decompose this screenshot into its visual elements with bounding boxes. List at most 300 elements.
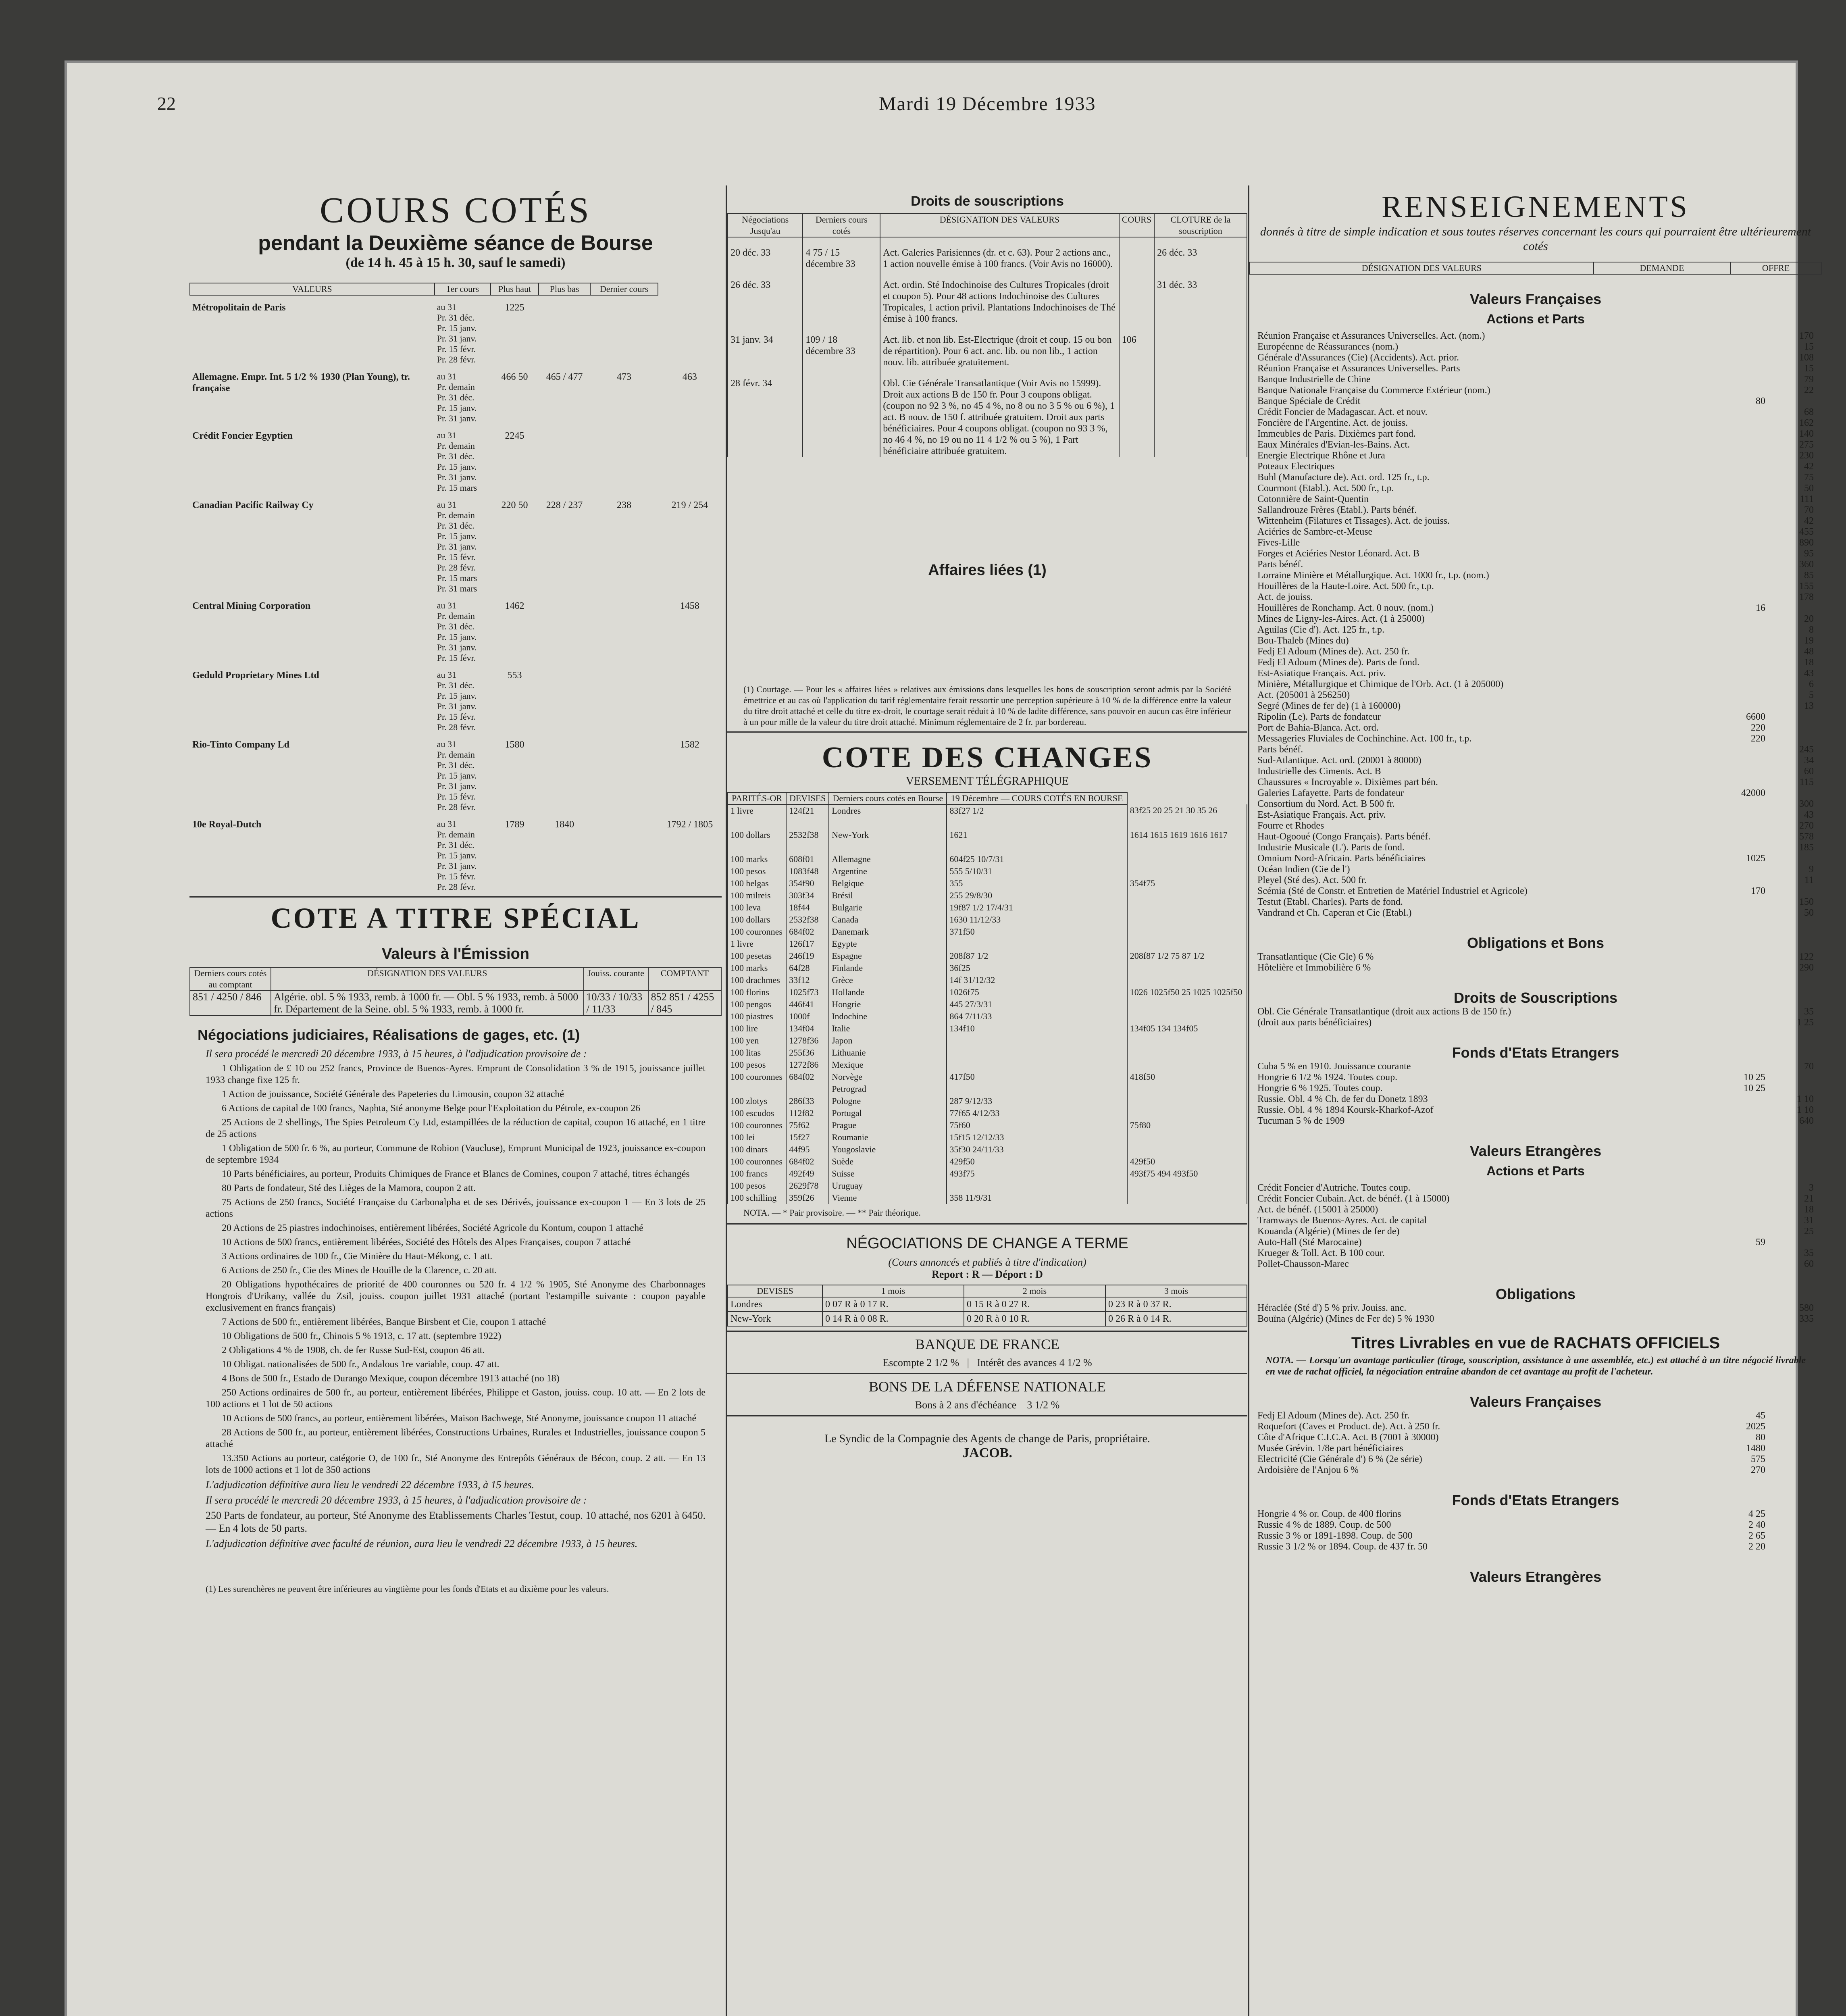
offre-value: 170 [1799, 331, 1814, 341]
changes-cell: Mexique [829, 1059, 947, 1071]
changes-cell: 555 5/10/31 [947, 865, 1127, 877]
demande-value [1717, 331, 1765, 342]
offre-value: 9 [1809, 864, 1814, 875]
cours-col-header: Plus bas [539, 283, 590, 295]
cours-terms [435, 733, 491, 812]
demande-value [1717, 570, 1765, 581]
changes-cell: Prague [829, 1119, 947, 1131]
cours-terms [435, 365, 491, 424]
changes-cell: 134f10 [947, 1023, 1127, 1035]
demande-value [1717, 1094, 1765, 1105]
demande-value [1717, 592, 1765, 603]
cours-last: 463 [682, 372, 697, 382]
cours-first: 1462 [505, 601, 524, 611]
offre-value: 43 [1804, 668, 1814, 679]
droits-cell [1119, 368, 1154, 457]
changes-cell: 354f75 [1127, 877, 1247, 889]
column-changes: Droits de souscriptions Négociations Jusqu'au Derniers cours cotés DÉSIGNATION DES VALEURS COURS CLOTURE de la souscription 20 déc. 33 4 75 / 15 décembre 33 Act. Galeries Parisiennes (dr. et c. 63). Pour 2 actions anc., 1 action nouvelle émise à 100 francs. (Voir Avis no 16000). 26 déc. 33 26 déc. 33 Act. ordin. Sté Indochinoise des Cultures Tropicales (droit et coupon 5). Pour 48 actions Indochinoise des Cultures Tropicales, 1 action privil. Plantations Indochinoises de Thé émise à 100 francs. 31 déc. 33 31 janv. 34 109 / 18 décembre 33 Act. lib. et non lib. Est-Electrique (droit et coup. 15 ou bon de répartition). Pour 6 act. anc. lib. ou non lib., 1 action nouv. lib. attribuée gratuitement. 106 28 févr. 34 Obl. Cie Générale Transatlantique (Voir Avis no 15999). Droit aux actions B de 150 fr. Pour 3 coupons obligat. (coupon no 92 3 %, no 45 4 %, no 8 ou no 3 5 % ou 6 %), 1 act. B nouv. de 150 f. attribuée gratuitem. Droit aux parts bénéficiaires. Pour 4 coupons obligat. (coupon no 93 3 %, no 46 4 %, no 19 ou no 11 4 1/2 % ou 5 %), 1 Part bénéficiaire attribuée gratuitem. Affaires liées (1) (1) Courtage. — Pour les « affaires liées » relatives aux émissions dans lesquelles les bons de souscription seront admis par la Société émettrice et au cas où l'application du tarif réglementaire ferait ressortir une perception supérieure à 10 % de la différence entre la valeur du titre droit attaché et celle du titre ex-droit, le courtage serait réduit à 10 % de ladite différence, sans pouvoir en aucun cas être inférieur à un pour mille de la valeur du titre droit attaché. Minimum réglementaire de 2 fr. par bordereau. COTE DES CHANGES VERSEMENT TÉLÉGRAPHIQUE PARITÉS-OR DEVISES Derniers cours cotés en Bourse 19 Décembre — COURS COTÉS EN BOURSE 1 livre 124f21 Londres 83f27 1/2 83f25 20 25 21 30 35 26 100 dollars 2532f38 New-York 1621 1614 1615 1619 1616 1617 100 marks 608f01 Allemagne 604f25 10/7/31 100 pesos 1083f48 Argentine 555 5/10/31 100 belgas 354f90 Belgique 355 354f75 100 milreis 303f34 Brésil 255 29/8/30 100 leva 18f44 Bulgarie 19f87 1/2 17/4/31 100 dollars 2532f38 Canada 1630 11/12/33 100 couronnes 684f02 Danemark 371f50 1 livre 126f17 Egypte 100 pesetas 246f19 Espagne 208f87 1/2 208f87 1/2 75 87 1/2 100 marks 64f28 Finlande 36f25 100 drachmes 33f12 Grèce 14f 31/12/32 100 florins 1025f73 Hollande 1026f75 1026 1025f50 25 1025 1025f50 100 pengos 446f41 Hongrie 445 27/3/31 100 piastres 1000f Indochine 864 7/11/33 100 lire 134f04 Italie 134f10 134f05 134 134f05 100 yen 1278f36 Japon 100 litas 255f36 Lithuanie 100 pesos 1272f86 Mexique 100 couronnes 684f02 Norvège 417f50 418f50 Petrograd 100 zlotys 286f33 Pologne 287 9/12/33 100 escudos 112f82 Portugal 77f65 4/12/33 100 couronnes 75f62 Prague 75f60 75f80 100 lei 15f27 Roumanie 15f15 12/12/33 100 dinars 44f95 Yougoslavie 35f30 24/11/33 100 couronnes 684f02 Suède 429f50 429f50 100 francs 492f49 Suisse 493f75 493f75 494 493f50 100 pesos 2629f78 Uruguay 100 schilling 359f26 Vienne 358 11/9/31 NOTA. — * Pair provisoire. — ** Pair théorique. NÉGOCIATIONS DE CHANGE A TERME (Cours annoncés et publiés à titre d'indication) Report : R — Déport : D DEVISES 1 mois 2 mois 3 mois Londres 0 07 R à 0 17 R. 0 15 R à 0 27 R. 0 23 R à 0 37 R. New-York 0 14 R à 0 08 R. 0 20 R à 0 10 R. 0 26 R à 0 14 R. BANQUE DE FRANCE Escompte 2 1/2 % | Intérêt des avances 4 1/2 % BONS DE LA DÉFENSE NATIONALE Bons à 2 ans d'échéance 3 1/2 % Le Syndic de la Compagnie des Agents de change de Paris, propriétaire. JACOB. [726, 185, 1247, 2016]
offre-value: 50 [1804, 908, 1814, 918]
offre-value: 140 [1799, 429, 1814, 439]
demande-value [1717, 821, 1765, 831]
changes-title: COTE DES CHANGES [822, 741, 1153, 774]
offre-value: 48 [1804, 646, 1814, 657]
offre-value [1765, 1531, 1814, 1541]
changes-cell: Roumanie [829, 1131, 947, 1143]
cours-term: Pr. 15 janv. [437, 323, 477, 333]
list-item: Foncière de l'Argentine. Act. de jouiss. [1257, 418, 1408, 428]
section-heading: Valeurs Etrangères [1469, 1568, 1602, 1585]
offre-value: 1 10 [1797, 1094, 1814, 1104]
cours-high [539, 594, 590, 663]
changes-cell: 446f41 [786, 998, 829, 1010]
list-item: Aguilas (Cie d'). Act. 125 fr., t.p. [1257, 625, 1384, 635]
table-row [728, 1059, 1247, 1071]
changes-table [727, 792, 1247, 1204]
changes-cell: 126f17 [786, 938, 829, 950]
list-item: Energie Electrique Rhône et Jura [1257, 450, 1385, 461]
negociations-title: Négociations judiciaires, Réalisations de gages, etc. (1) [198, 1027, 580, 1043]
list-item: Parts bénéf. [1257, 744, 1303, 755]
changes-cell: 100 couronnes [728, 1071, 786, 1083]
demande-value: 10 25 [1744, 1083, 1765, 1093]
demande-value: 16 [1756, 603, 1765, 613]
banque-interet: Intérêt des avances 4 1/2 % [977, 1357, 1092, 1368]
demande-value [1717, 625, 1765, 635]
changes-cell [1127, 1035, 1247, 1047]
offre-value: 21 [1804, 1193, 1814, 1204]
list-item: Cotonnière de Saint-Quentin [1257, 494, 1369, 504]
offre-value [1765, 1443, 1814, 1454]
list-item: Testut (Etabl. Charles). Parts de fond. [1257, 897, 1403, 907]
changes-cell: 354f90 [786, 877, 829, 889]
list-item: Mines de Ligny-les-Aires. Act. (1 à 25000) [1257, 614, 1425, 624]
droits-table [727, 213, 1247, 457]
changes-cell [947, 1059, 1127, 1071]
table-row [728, 986, 1247, 998]
changes-cell [1127, 962, 1247, 974]
negociations-list [189, 1063, 722, 1476]
demande-value: 270 [1751, 1465, 1765, 1475]
offre-value: 275 [1799, 439, 1814, 450]
offre-value: 8 [1809, 625, 1814, 635]
list-item: Banque Industrielle de Chine [1257, 374, 1371, 385]
changes-col-header: Derniers cours cotés en Bourse [829, 792, 947, 804]
offre-value: 15 [1804, 363, 1814, 374]
list-item: Ardoisière de l'Anjou 6 % [1257, 1465, 1359, 1475]
changes-cell: 100 litas [728, 1047, 786, 1059]
list-item: Réunion Française et Assurances Universelles. Parts [1257, 363, 1460, 374]
table-row [190, 812, 722, 892]
list-item: Kouanda (Algérie) (Mines de fer de) [1257, 1226, 1400, 1237]
changes-cell [786, 1083, 829, 1095]
cours-term: Pr. 31 janv. [437, 701, 477, 711]
cours-term: Pr. 31 déc. [437, 680, 475, 690]
droits-col-header: DÉSIGNATION DES VALEURS [880, 214, 1119, 237]
changes-cell: 100 lire [728, 1023, 786, 1035]
list-item: Industrielle des Ciments. Act. B [1257, 766, 1381, 777]
changes-cell [728, 1083, 786, 1095]
renseignements-col-header: OFFRE [1730, 262, 1821, 274]
changes-cell: 100 piastres [728, 1010, 786, 1023]
demande-value [1717, 679, 1765, 690]
table-row [728, 237, 1247, 270]
table-row [190, 424, 722, 493]
offre-value: 70 [1804, 505, 1814, 515]
list-item: 7 Actions de 500 fr., entièrement libérées, Banque Birsbent et Cie, coupon 1 attaché [222, 1317, 546, 1327]
droits-cell: 26 déc. 33 [728, 270, 803, 325]
table-row [728, 1312, 1247, 1326]
rachats-nota: NOTA. — Lorsqu'un avantage particulier (tirage, souscription, assistance à une assemblée, etc.) est attaché à un titre négocié livrable en vue de rachat officiel, la négociation entraîne abandon de cet avantage au profit de l'acheteur. [1265, 1355, 1806, 1377]
offre-value: 578 [1799, 831, 1814, 842]
changes-cell: 15f15 12/12/33 [947, 1131, 1127, 1143]
droits-cell: 4 75 / 15 décembre 33 [803, 237, 880, 270]
cours-term: Pr. 28 févr. [437, 562, 476, 573]
cours-term: Pr. 31 janv. [437, 472, 477, 482]
changes-cell: Belgique [829, 877, 947, 889]
demande-value: 220 [1751, 723, 1765, 733]
changes-cell: 77f65 4/12/33 [947, 1107, 1127, 1119]
changes-cell: 1083f48 [786, 865, 829, 877]
changes-cell [1127, 1047, 1247, 1059]
offre-value: 20 [1804, 614, 1814, 624]
cote-special-cell: Algérie. obl. 5 % 1933, remb. à 1000 fr. — Obl. 5 % 1933, remb. à 5000 fr. Département de la Seine. obl. 5 % 1933, remb. à 1000 fr. [271, 991, 584, 1016]
list-item: Ripolin (Le). Parts de fondateur [1257, 712, 1381, 722]
demande-value: 2 65 [1748, 1531, 1765, 1541]
cours-term: au 31 [437, 819, 456, 829]
courtage-note: (1) Courtage. — Pour les « affaires liées » relatives aux émissions dans lesquelles les bons de souscription seront admis par la Société émettrice et au cas où l'application du tarif réglementaire ferait ressortir une perception supérieure à 10 % de la différence entre la valeur du titre droit attaché et celle du titre ex-droit, le courtage serait réduit à 10 % de ladite différence, sans pouvoir en aucun cas être inférieur à un pour mille de la valeur du titre droit attaché. Minimum réglementaire de 2 fr. par bordereau. [743, 684, 1231, 727]
changes-cell [1127, 1143, 1247, 1156]
droits-cell: Act. ordin. Sté Indochinoise des Cultures Tropicales (droit et coupon 5). Pour 48 actions Indochinoise des Cultures Tropicales, 1 action privil. Plantations Indochinoises de Thé émise à 100 francs. [880, 270, 1119, 325]
cours-term: au 31 [437, 739, 456, 749]
demande-value [1717, 407, 1765, 418]
list-item: Russie. Obl. 4 % Ch. de fer du Donetz 1893 [1257, 1094, 1428, 1104]
changes-cell: 1278f36 [786, 1035, 829, 1047]
negociations-intro: Il sera procédé le mercredi 20 décembre 1933, à 15 heures, à l'adjudication provisoire de : [206, 1048, 587, 1060]
changes-cell: 14f 31/12/32 [947, 974, 1127, 986]
cours-valeur: Métropolitain de Paris [192, 302, 286, 313]
table-row [728, 962, 1247, 974]
cote-special-title: COTE A TITRE SPÉCIAL [271, 902, 641, 934]
demande-value [1717, 537, 1765, 548]
table-row [728, 926, 1247, 938]
changes-cell: Italie [829, 1023, 947, 1035]
renseignements-head [1249, 262, 1822, 275]
list-item: 20 Actions de 25 piastres indochinoises, entièrement libérées, Société Agricole du Kontum, coupon 1 attaché [222, 1223, 643, 1233]
list-item: Forges et Aciéries Nestor Léonard. Act. B [1257, 548, 1420, 559]
demande-value [1717, 701, 1765, 712]
change-terme-cell: 0 14 R à 0 08 R. [822, 1312, 964, 1326]
cours-last: 1582 [680, 739, 699, 750]
table-row [728, 1035, 1247, 1047]
demande-value [1717, 527, 1765, 537]
syndic-line: Le Syndic de la Compagnie des Agents de change de Paris, propriétaire. [824, 1433, 1150, 1445]
offre-value: 108 [1799, 352, 1814, 363]
change-terme-title: NÉGOCIATIONS DE CHANGE A TERME [846, 1235, 1128, 1252]
changes-cell [947, 1083, 1127, 1095]
offre-value [1765, 1454, 1814, 1465]
droits-cell: 31 déc. 33 [1154, 270, 1247, 325]
demande-value [1717, 1183, 1765, 1193]
list-item: Minière, Métallurgique et Chimique de l'Orb. Act. (1 à 205000) [1257, 679, 1504, 689]
cote-special-cell: 851 / 4250 / 846 [190, 991, 271, 1016]
list-item: 20 Obligations hypothécaires de priorité de 400 couronnes ou 520 fr. 4 1/2 % 1905, Sté Anonyme des Charbonnages Hongrois d'Urikany, vallée du Zsil, jouiss. coupon juillet 1931 attaché (portant l'estampille suivante : coupon payable exclusivement en francs français) [206, 1279, 706, 1313]
cours-term: Pr. 28 févr. [437, 882, 476, 892]
demande-value: 170 [1751, 886, 1765, 896]
demande-value: 59 [1756, 1237, 1765, 1248]
changes-cell: Argentine [829, 865, 947, 877]
demande-value [1717, 864, 1765, 875]
demande-value: 42000 [1741, 788, 1765, 798]
cours-valeur: Rio-Tinto Company Ld [192, 739, 289, 750]
demande-value: 80 [1756, 1432, 1765, 1443]
droits-cell [803, 368, 880, 457]
offre-value [1765, 853, 1814, 864]
table-row [728, 1010, 1247, 1023]
droits-cell: 109 / 18 décembre 33 [803, 325, 880, 368]
cours-high: 228 / 237 [546, 500, 583, 510]
offre-value: 85 [1804, 570, 1814, 581]
changes-cell: 35f30 24/11/33 [947, 1143, 1127, 1156]
cours-first: 1580 [505, 739, 524, 750]
changes-cell: 100 dollars [728, 914, 786, 926]
section-list [1257, 1303, 1814, 1325]
column-renseignements [1248, 185, 1822, 2016]
table-row [728, 853, 1247, 865]
cours-term: Pr. 15 janv. [437, 403, 477, 413]
offre-value: 111 [1800, 494, 1814, 504]
changes-cell [1127, 998, 1247, 1010]
demande-value [1717, 516, 1765, 527]
demande-value [1717, 962, 1765, 973]
cote-special-sub: Valeurs à l'Émission [382, 946, 529, 962]
list-item: Haut-Ogooué (Congo Français). Parts bénéf. [1257, 831, 1431, 842]
list-item: Est-Asiatique Français. Act. priv. [1257, 668, 1386, 679]
cours-valeur: Crédit Foncier Egyptien [192, 431, 293, 441]
list-item: Hongrie 6 1/2 % 1924. Toutes coup. [1257, 1072, 1398, 1083]
cours-term: Pr. 28 févr. [437, 802, 476, 812]
list-item: Bouïna (Algérie) (Mines de Fer de) 5 % 1930 [1257, 1314, 1434, 1324]
cours-term: Pr. 15 janv. [437, 632, 477, 642]
changes-cell: 100 drachmes [728, 974, 786, 986]
table-row [190, 663, 722, 733]
changes-cell: 100 francs [728, 1168, 786, 1180]
demande-value [1717, 657, 1765, 668]
cours-term: Pr. 31 déc. [437, 451, 475, 461]
table-row [728, 1095, 1247, 1107]
table-row [728, 804, 1247, 829]
offre-value: 13 [1804, 701, 1814, 711]
list-item: Houillères de la Haute-Loire. Act. 500 fr., t.p. [1257, 581, 1434, 591]
demande-value [1717, 1061, 1765, 1072]
list-item: 75 Actions de 250 francs, Société Française du Carbonalpha et de ses Dérivés, jouissance ex-coupon 1 — En 3 lots de 25 actions [206, 1197, 706, 1219]
cours-term: Pr. 31 janv. [437, 413, 477, 423]
changes-cell: 100 zlotys [728, 1095, 786, 1107]
demande-value: 10 25 [1744, 1072, 1765, 1083]
changes-cell: 44f95 [786, 1143, 829, 1156]
list-item: 6 Actions de capital de 100 francs, Naphta, Sté anonyme Belge pour l'Exploitation du Pétrole, ex-coupon 26 [222, 1103, 641, 1114]
demande-value [1717, 418, 1765, 429]
cours-term: Pr. 31 déc. [437, 760, 475, 770]
offre-value: 22 [1804, 385, 1814, 396]
changes-cell: 684f02 [786, 1156, 829, 1168]
table-row [728, 902, 1247, 914]
cote-special-col-header: COMPTANT [648, 967, 721, 991]
cours-first: 553 [507, 670, 522, 681]
changes-cell: 1025f73 [786, 986, 829, 998]
list-item: Act. de bénéf. (15001 à 25000) [1257, 1204, 1378, 1215]
list-item: 80 Parts de fondateur, Sté des Lièges de la Mamora, coupon 2 att. [222, 1183, 476, 1193]
table-row [728, 1180, 1247, 1192]
change-terme-cell: New-York [728, 1312, 822, 1326]
droits-cell [1154, 325, 1247, 368]
table-row [190, 493, 722, 594]
offre-value: 68 [1804, 407, 1814, 417]
changes-cell: 100 pesos [728, 865, 786, 877]
changes-cell: Danemark [829, 926, 947, 938]
cours-last [658, 663, 722, 733]
demande-value [1717, 548, 1765, 559]
list-item: Industrie Musicale (L'). Parts de fond. [1257, 842, 1405, 853]
demande-value [1717, 755, 1765, 766]
section-heading: Obligations et Bons [1467, 935, 1604, 951]
demande-value [1717, 1193, 1765, 1204]
offre-value: 42 [1804, 461, 1814, 472]
cours-terms [435, 663, 491, 733]
demande-value [1717, 1006, 1765, 1017]
section-list [1257, 1006, 1814, 1028]
list-item: Côte d'Afrique C.I.C.A. Act. B (7001 à 30000) [1257, 1432, 1439, 1443]
cours-term: Pr. 15 janv. [437, 462, 477, 472]
changes-cell: 75f80 [1127, 1119, 1247, 1131]
changes-col-header: PARITÉS-OR [728, 792, 786, 804]
cours-high [539, 295, 590, 365]
list-item: 4 Bons de 500 fr., Estado de Durango Mexique, coupon décembre 1913 attaché (no 18) [222, 1373, 560, 1384]
changes-cell [1127, 938, 1247, 950]
cours-low [590, 663, 658, 733]
bons-rate: 3 1/2 % [1027, 1399, 1060, 1411]
list-item: 28 Actions de 500 fr., au porteur, entièrement libérées, Constructions Urbaines, Rurales et Industrielles, jouissance coupon 5 attaché [206, 1427, 706, 1450]
offre-value [1765, 723, 1814, 733]
droits-cell [1119, 270, 1154, 325]
cours-col-header: Plus haut [491, 283, 539, 295]
list-item: Act. (205001 à 256250) [1257, 690, 1350, 700]
changes-cell: 83f25 20 25 21 30 35 26 [1127, 804, 1247, 829]
changes-cell: Portugal [829, 1107, 947, 1119]
cours-term: Pr. 15 févr. [437, 712, 476, 722]
changes-cell: 1026f75 [947, 986, 1127, 998]
demande-value [1717, 744, 1765, 755]
cours-term: Pr. 31 déc. [437, 312, 475, 323]
table-row [190, 365, 722, 424]
offre-value [1765, 1237, 1814, 1248]
changes-col-header: 19 Décembre — COURS COTÉS EN BOURSE [947, 792, 1127, 804]
demande-value [1717, 1248, 1765, 1259]
section-list [1257, 331, 1814, 918]
cours-note: (de 14 h. 45 à 15 h. 30, sauf le samedi) [345, 255, 566, 270]
table-row [728, 950, 1247, 962]
cours-first: 1225 [505, 302, 524, 313]
offre-value: 115 [1799, 777, 1814, 787]
changes-cell: 1 livre [728, 938, 786, 950]
cours-term: Pr. demain [437, 382, 475, 392]
changes-cell: Finlande [829, 962, 947, 974]
changes-cell: Allemagne [829, 853, 947, 865]
changes-cell: 1621 [947, 829, 1127, 853]
changes-cell: 208f87 1/2 [947, 950, 1127, 962]
demande-value [1717, 1204, 1765, 1215]
offre-value: 178 [1799, 592, 1814, 602]
cours-term: au 31 [437, 600, 456, 610]
list-item: Chaussures « Incroyable ». Dixièmes part bén. [1257, 777, 1438, 787]
changes-cell: 1000f [786, 1010, 829, 1023]
demande-value: 6600 [1746, 712, 1765, 722]
droits-col-header: Derniers cours cotés [803, 214, 880, 237]
changes-cell: Norvège [829, 1071, 947, 1083]
affaires-liees: Affaires liées (1) [928, 562, 1047, 579]
list-item: Crédit Foncier d'Autriche. Toutes coup. [1257, 1183, 1411, 1193]
changes-cell: Hongrie [829, 998, 947, 1010]
rachats-sections [1249, 1393, 1822, 1585]
changes-cell [1127, 926, 1247, 938]
list-item: Fedj El Adoum (Mines de). Act. 250 fr. [1257, 1410, 1410, 1421]
changes-cell [1127, 889, 1247, 902]
list-item: 10 Actions de 500 francs, entièrement libérées, Société des Hôtels des Alpes Françaises, coupon 7 attaché [222, 1237, 631, 1248]
list-item: Héraclée (Sté d') 5 % priv. Jouiss. anc. [1257, 1303, 1407, 1313]
demande-value [1717, 897, 1765, 908]
changes-cell: 359f26 [786, 1192, 829, 1204]
changes-cell: Egypte [829, 938, 947, 950]
table-row [728, 1119, 1247, 1131]
offre-value: 1 25 [1797, 1017, 1814, 1028]
changes-cell: 1614 1615 1619 1616 1617 [1127, 829, 1247, 853]
changes-cell: Pologne [829, 1095, 947, 1107]
offre-value: 6 [1809, 679, 1814, 689]
table-row [728, 1023, 1247, 1035]
demande-value [1717, 342, 1765, 352]
table-row [728, 1143, 1247, 1156]
offre-value: 1 10 [1797, 1105, 1814, 1115]
list-item: Galeries Lafayette. Parts de fondateur [1257, 788, 1404, 798]
cours-term: Pr. 15 mars [437, 483, 477, 493]
changes-cell: 100 pesos [728, 1059, 786, 1071]
changes-cell: Canada [829, 914, 947, 926]
list-item: Est-Asiatique Français. Act. priv. [1257, 810, 1386, 820]
negociations-definitive: L'adjudication définitive aura lieu le vendredi 22 décembre 1933, à 15 heures. [206, 1479, 535, 1491]
list-item: Obl. Cie Générale Transatlantique (droit aux actions B de 150 fr.) [1257, 1006, 1511, 1017]
changes-cell: 684f02 [786, 1071, 829, 1083]
cours-term: Pr. 28 févr. [437, 354, 476, 364]
list-item: 1 Obligation de £ 10 ou 252 francs, Province de Buenos-Ayres. Emprunt de Consolidation 3 % de 1915, jouissance juillet 1933 change fixe 125 fr. [206, 1063, 706, 1085]
offre-value: 122 [1799, 952, 1814, 962]
list-item: Wittenheim (Filatures et Tissages). Act. de jouiss. [1257, 516, 1450, 526]
changes-col-header: DEVISES [786, 792, 829, 804]
cours-last: 219 / 254 [671, 500, 708, 510]
cours-term: Pr. 15 mars [437, 573, 477, 583]
cours-term: Pr. 15 janv. [437, 850, 477, 860]
changes-cell: 100 milreis [728, 889, 786, 902]
cours-term: Pr. 31 déc. [437, 521, 475, 531]
cours-last: 1792 / 1805 [666, 819, 713, 830]
changes-cell [1127, 974, 1247, 986]
list-item: Bou-Thaleb (Mines du) [1257, 635, 1349, 646]
changes-cell: 429f50 [1127, 1156, 1247, 1168]
demande-value: 1480 [1746, 1443, 1765, 1454]
cours-term: Pr. 31 déc. [437, 840, 475, 850]
list-item: Krueger & Toll. Act. B 100 cour. [1257, 1248, 1385, 1258]
cours-term: Pr. 31 janv. [437, 642, 477, 652]
changes-cell [1127, 1180, 1247, 1192]
demande-value [1717, 1017, 1765, 1028]
